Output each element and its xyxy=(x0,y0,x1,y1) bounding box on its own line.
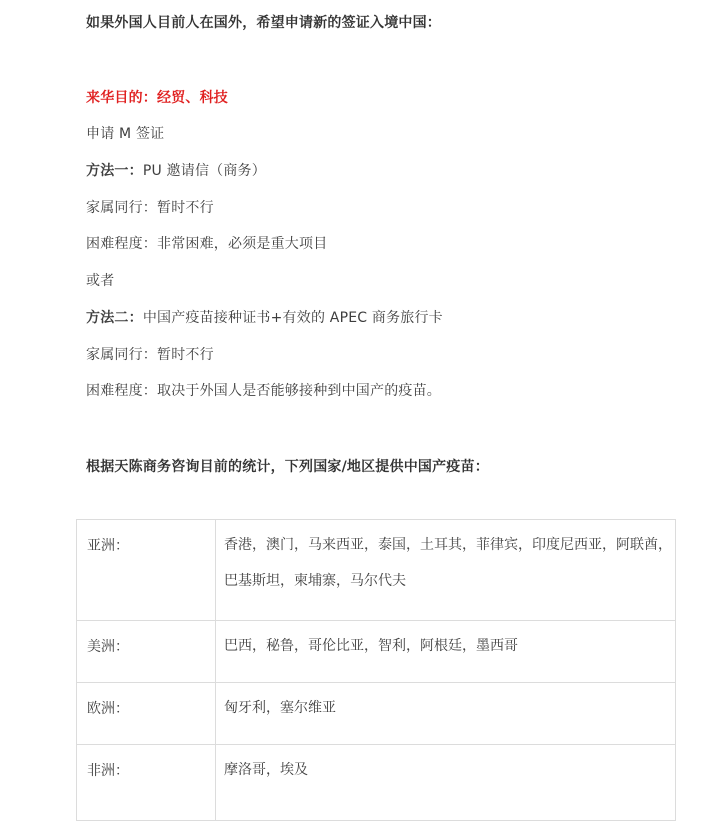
countries-text: 巴西，秘鲁，哥伦比亚，智利，阿根廷，墨西哥 xyxy=(224,638,518,654)
stats-heading: 根据天陈商务咨询目前的统计，下列国家/地区提供中国产疫苗： xyxy=(86,459,489,475)
countries-text: 摩洛哥，埃及 xyxy=(224,762,308,778)
vaccine-country-table xyxy=(76,519,676,821)
or-text: 或者 xyxy=(86,273,115,289)
purpose-line: 来华目的：经贸、科技 xyxy=(86,90,228,106)
countries-cell xyxy=(216,621,676,683)
method1-label: 方法一： xyxy=(86,163,143,179)
region-cell: 非洲： xyxy=(77,745,216,821)
table-row xyxy=(77,683,676,745)
method1-difficulty: 困难程度：非常困难，必须是重大项目 xyxy=(86,236,328,252)
region-cell: 美洲： xyxy=(77,621,216,683)
countries-cell xyxy=(216,683,676,745)
method2-text: 中国产疫苗接种证书+有效的 APEC 商务旅行卡 xyxy=(142,310,443,326)
table-row xyxy=(77,745,676,821)
table-row xyxy=(77,520,676,621)
method2-family: 家属同行：暂时不行 xyxy=(86,347,214,363)
countries-text: 香港，澳门，马来西亚，泰国，土耳其，菲律宾，印度尼西亚，阿联酋，巴基斯坦，柬埔寨，马尔代夫 xyxy=(224,537,672,589)
apply-line: 申请 M 签证 xyxy=(86,126,165,142)
countries-text: 匈牙利，塞尔维亚 xyxy=(224,700,336,716)
table-row xyxy=(77,621,676,683)
method1-line xyxy=(86,161,266,181)
region-cell: 亚洲： xyxy=(77,520,216,621)
method2-label: 方法二： xyxy=(86,310,143,326)
method2-line xyxy=(86,308,443,328)
countries-cell xyxy=(216,745,676,821)
intro-heading: 如果外国人目前人在国外，希望申请新的签证入境中国： xyxy=(86,15,441,31)
region-cell: 欧洲： xyxy=(77,683,216,745)
method2-difficulty: 困难程度：取决于外国人是否能够接种到中国产的疫苗。 xyxy=(86,383,441,399)
method1-text: PU 邀请信（商务） xyxy=(142,163,266,179)
countries-cell xyxy=(216,520,676,621)
method1-family: 家属同行：暂时不行 xyxy=(86,200,214,216)
